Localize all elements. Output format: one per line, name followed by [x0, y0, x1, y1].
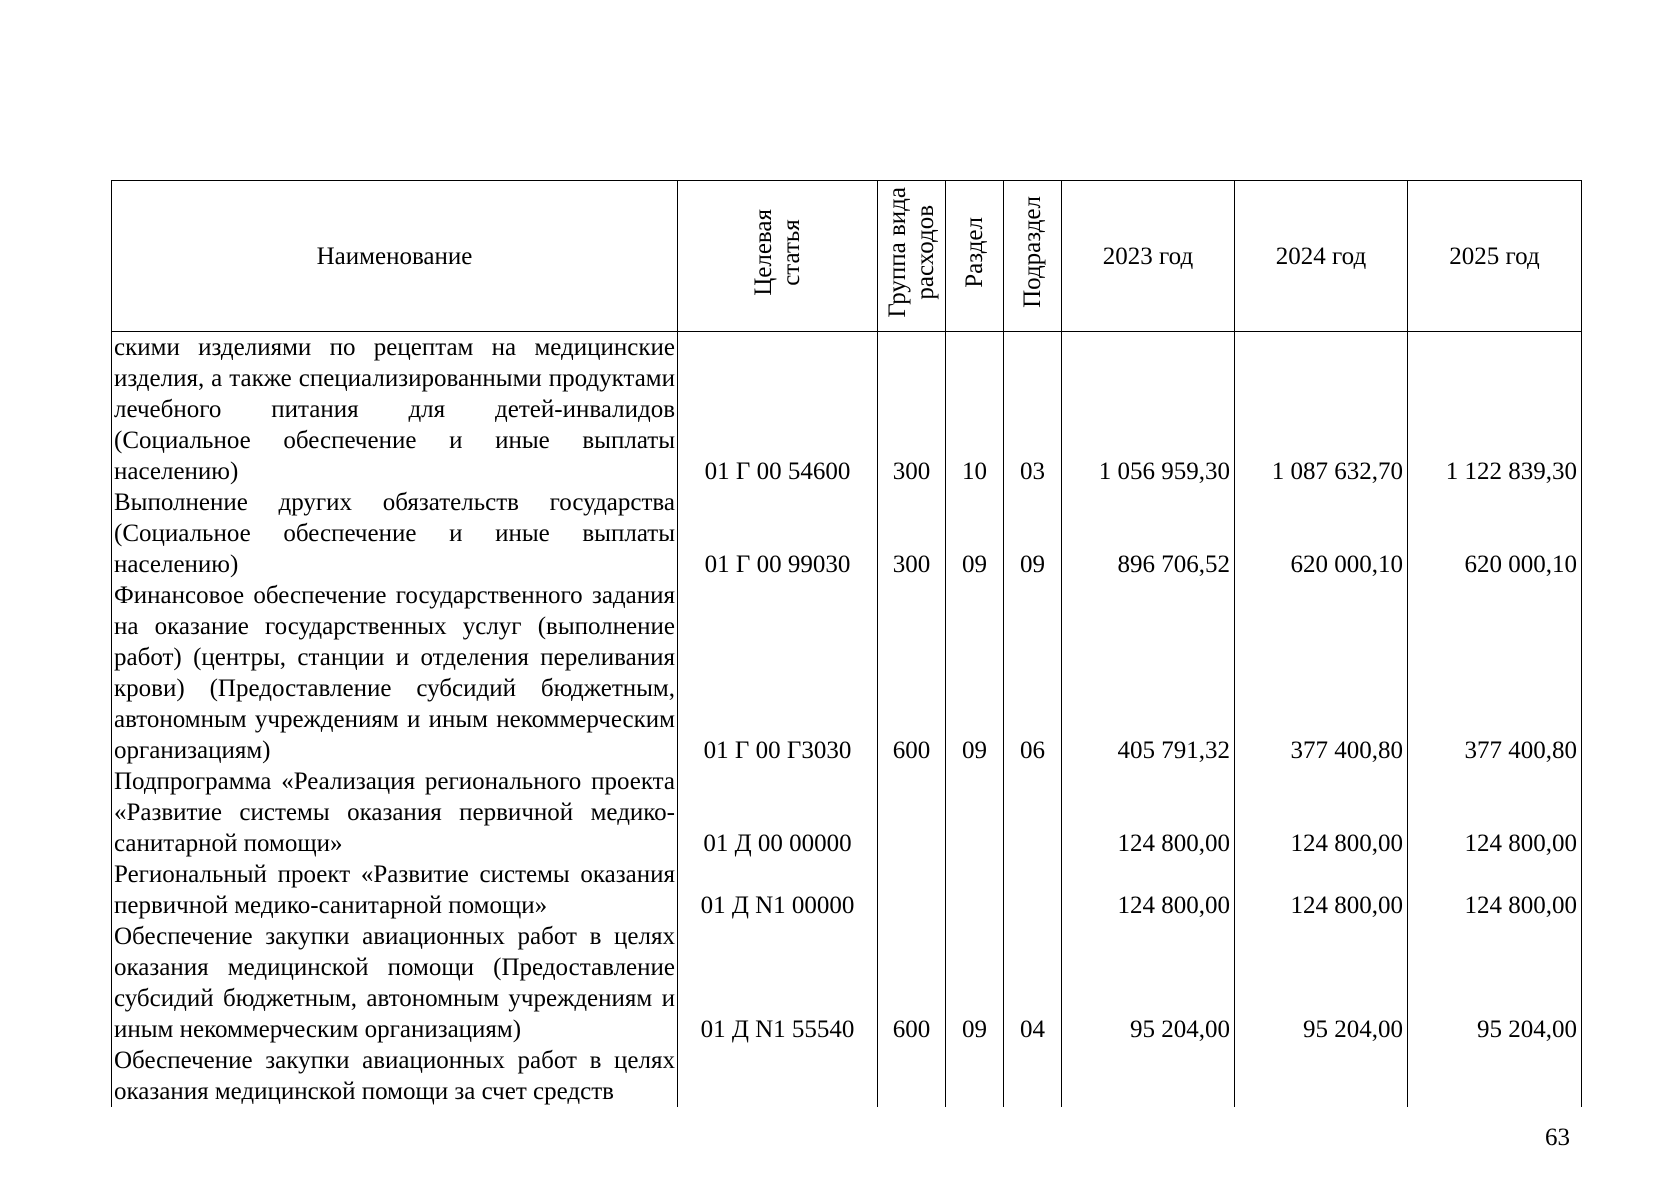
row-target-article: 01 Д N1 55540	[678, 921, 878, 1045]
row-amount-2025: 620 000,10	[1408, 487, 1582, 580]
row-amount-2023: 124 800,00	[1062, 859, 1235, 921]
row-section: 09	[946, 580, 1004, 766]
row-amount-2025: 95 204,00	[1408, 921, 1582, 1045]
row-amount-2023: 95 204,00	[1062, 921, 1235, 1045]
row-amount-2025: 124 800,00	[1408, 766, 1582, 859]
row-expense-group	[878, 1045, 946, 1107]
row-expense-group: 600	[878, 921, 946, 1045]
row-amount-2024: 124 800,00	[1235, 859, 1408, 921]
row-amount-2024: 1 087 632,70	[1235, 332, 1408, 488]
header-section: Раздел	[946, 181, 1004, 332]
row-section	[946, 766, 1004, 859]
row-target-article: 01 Г 00 99030	[678, 487, 878, 580]
table-row	[112, 487, 1582, 580]
row-name: Подпрограмма «Реализация регионального проекта «Развитие системы оказания первичной медико-санитарной помощи»	[112, 766, 678, 859]
row-section: 09	[946, 921, 1004, 1045]
row-amount-2023: 1 056 959,30	[1062, 332, 1235, 488]
header-year-2025: 2025 год	[1408, 181, 1582, 332]
header-year-2023: 2023 год	[1062, 181, 1235, 332]
row-subsection	[1004, 1045, 1062, 1107]
row-expense-group: 300	[878, 332, 946, 488]
page-number: 63	[1545, 1124, 1570, 1151]
table-row	[112, 580, 1582, 766]
table-row	[112, 859, 1582, 921]
header-name: Наименование	[112, 181, 678, 332]
row-subsection: 03	[1004, 332, 1062, 488]
row-amount-2024: 620 000,10	[1235, 487, 1408, 580]
row-target-article: 01 Г 00 54600	[678, 332, 878, 488]
row-expense-group	[878, 766, 946, 859]
row-amount-2024: 124 800,00	[1235, 766, 1408, 859]
row-subsection: 09	[1004, 487, 1062, 580]
row-amount-2023: 405 791,32	[1062, 580, 1235, 766]
row-name: Финансовое обеспечение государственного задания на оказание государственных услуг (выполнение работ) (центры, станции и отделения переливания крови) (Предоставление субсидий бюджетным, автономным учреждениям и иным некоммерческим организациям)	[112, 580, 678, 766]
row-name: Обеспечение закупки авиационных работ в целях оказания медицинской помощи за счет средств	[112, 1045, 678, 1107]
table-row	[112, 1045, 1582, 1107]
table-row	[112, 332, 1582, 488]
row-target-article: 01 Г 00 Г3030	[678, 580, 878, 766]
row-section: 09	[946, 487, 1004, 580]
table-row	[112, 921, 1582, 1045]
row-target-article: 01 Д 00 00000	[678, 766, 878, 859]
row-name: Региональный проект «Развитие системы оказания первичной медико-санитарной помощи»	[112, 859, 678, 921]
row-subsection	[1004, 859, 1062, 921]
row-name: Выполнение других обязательств государства (Социальное обеспечение и иные выплаты населению)	[112, 487, 678, 580]
row-subsection	[1004, 766, 1062, 859]
table-header-row	[112, 181, 1582, 332]
row-amount-2025	[1408, 1045, 1582, 1107]
row-amount-2025: 377 400,80	[1408, 580, 1582, 766]
row-amount-2023: 124 800,00	[1062, 766, 1235, 859]
row-subsection: 06	[1004, 580, 1062, 766]
row-section	[946, 859, 1004, 921]
row-amount-2025: 124 800,00	[1408, 859, 1582, 921]
header-expense-group: Группа вида расходов	[878, 181, 946, 332]
row-amount-2024: 95 204,00	[1235, 921, 1408, 1045]
header-target-article: Целевая статья	[678, 181, 878, 332]
row-amount-2024	[1235, 1045, 1408, 1107]
row-section: 10	[946, 332, 1004, 488]
row-amount-2024: 377 400,80	[1235, 580, 1408, 766]
row-amount-2025: 1 122 839,30	[1408, 332, 1582, 488]
budget-table	[111, 180, 1582, 1107]
row-amount-2023	[1062, 1045, 1235, 1107]
row-amount-2023: 896 706,52	[1062, 487, 1235, 580]
header-subsection: Подраздел	[1004, 181, 1062, 332]
row-expense-group: 300	[878, 487, 946, 580]
row-expense-group	[878, 859, 946, 921]
row-target-article: 01 Д N1 00000	[678, 859, 878, 921]
row-name: Обеспечение закупки авиационных работ в целях оказания медицинской помощи (Предоставление субсидий бюджетным, автономным учреждениям и иным некоммерческим организациям)	[112, 921, 678, 1045]
row-target-article	[678, 1045, 878, 1107]
table-row	[112, 766, 1582, 859]
row-expense-group: 600	[878, 580, 946, 766]
row-name: скими изделиями по рецептам на медицинские изделия, а также специализированными продуктами лечебного питания для детей-инвалидов (Социальное обеспечение и иные выплаты населению)	[112, 332, 678, 488]
row-section	[946, 1045, 1004, 1107]
row-subsection: 04	[1004, 921, 1062, 1045]
header-year-2024: 2024 год	[1235, 181, 1408, 332]
